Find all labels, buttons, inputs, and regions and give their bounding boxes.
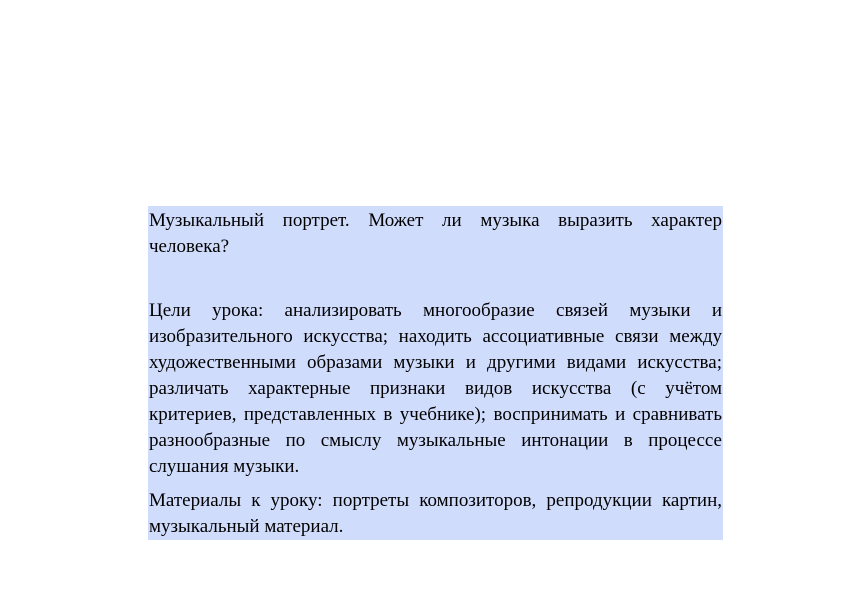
lesson-goals: Цели урока: анализировать многообразие связей музыки и изобразительного искусства; находить ассоциативные связи между художественными образами музыки и другими видами искусства; различать характерные признаки видов искусства (с учётом критериев, представленных в учебнике); воспринимать и сравнивать разнообразные по смыслу музыкальные интонации в процессе слушания музыки.	[149, 300, 722, 477]
lesson-title: Музыкальный портрет. Может ли музыка выразить характер человека?	[149, 210, 722, 257]
lesson-text-block	[148, 206, 723, 540]
lesson-materials: Материалы к уроку: портреты композиторов, репродукции картин, музыкальный материал.	[149, 490, 722, 537]
